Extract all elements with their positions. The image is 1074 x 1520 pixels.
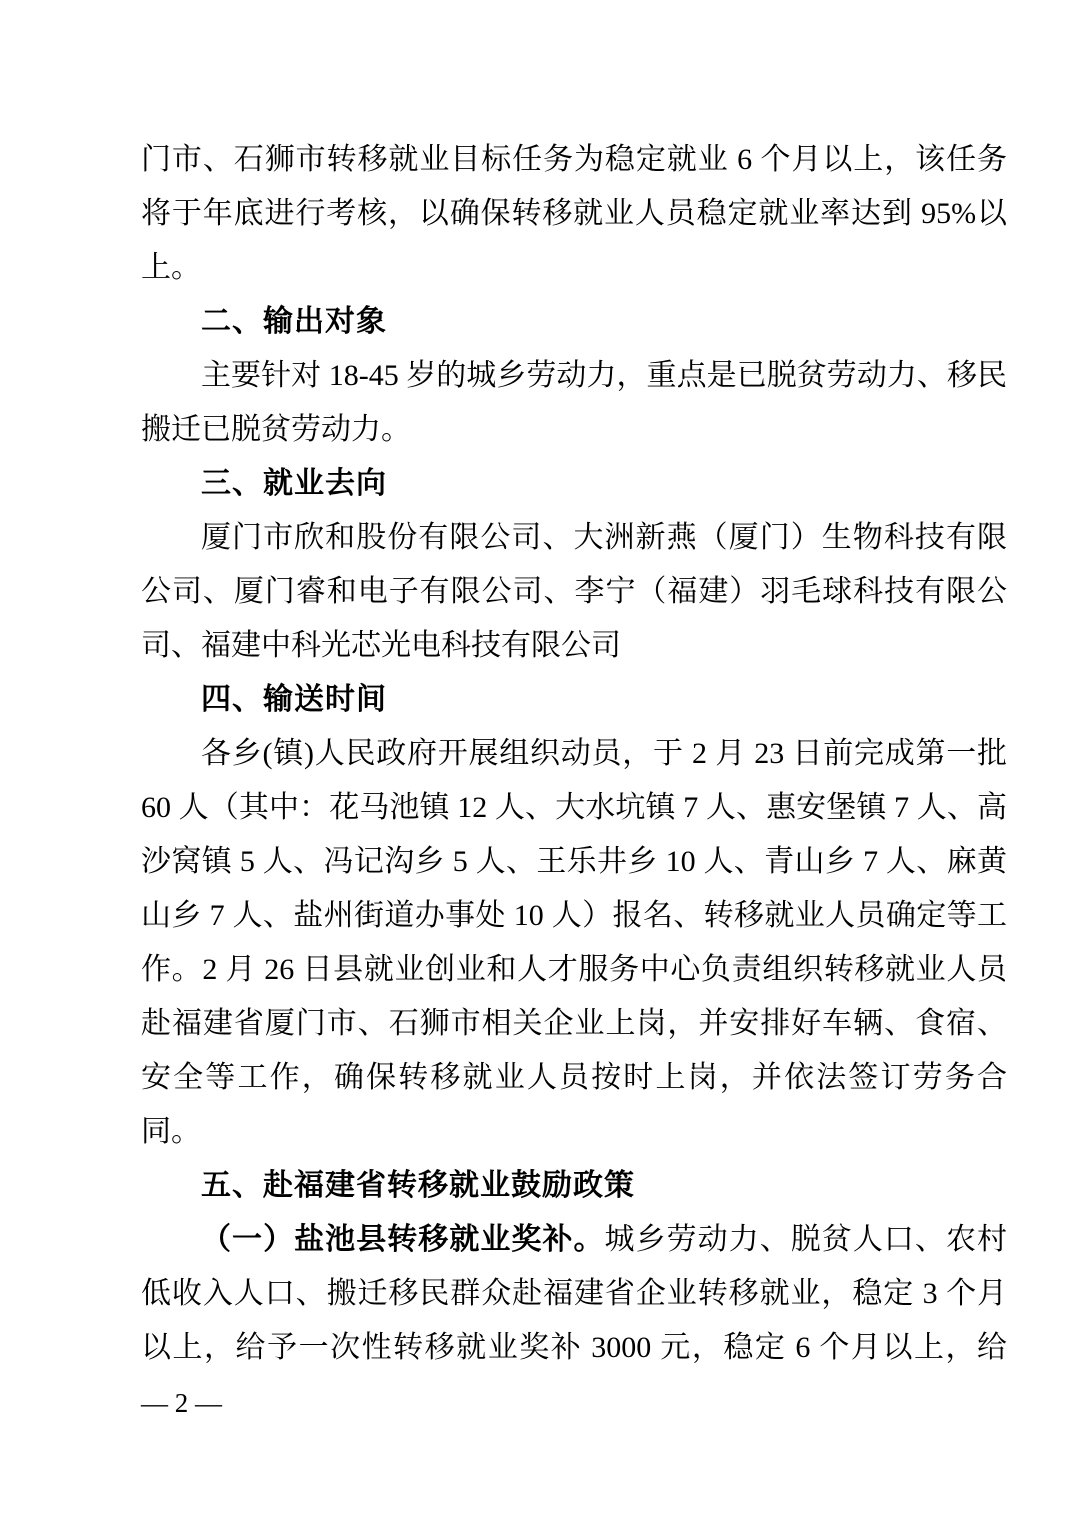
section-heading-transfer-time: 四、输送时间 bbox=[201, 683, 387, 716]
section-transfer-time-paragraph: 各乡(镇)人民政府开展组织动员，于 2 月 23 日前完成第一批 60 人（其中：花马池镇 12 人、大水坑镇 7 人、惠安堡镇 7 人、高沙窝镇 5 人、冯记沟乡 5 人、王乐井乡 10 人、青山乡 7 人、麻黄山乡 7 人、盐州街道办事处 10 人）报名、转移就业人员确定等工作。2 月 26 日县就业创业和人才服务中心负责组织转移就业人员赴福建省厦门市、石狮市相关企业上岗，并安排好车辆、食宿、安全等工作，确保转移就业人员按时上岗，并依法签订劳务合同。 bbox=[141, 737, 1007, 1148]
section-output-targets-paragraph: 主要针对 18-45 岁的城乡劳动力，重点是已脱贫劳动力、移民搬迁已脱贫劳动力。 bbox=[141, 359, 1007, 446]
section-employment-destination-paragraph: 厦门市欣和股份有限公司、大洲新燕（厦门）生物科技有限公司、厦门睿和电子有限公司、李宁（福建）羽毛球科技有限公司、福建中科光芯光电科技有限公司 bbox=[141, 521, 1007, 662]
section-heading-incentive-policy: 五、赴福建省转移就业鼓励政策 bbox=[201, 1169, 635, 1202]
document-body bbox=[141, 133, 1007, 1375]
page-number: — 2 — bbox=[141, 1388, 222, 1418]
continuation-paragraph: 门市、石狮市转移就业目标任务为稳定就业 6 个月以上，该任务将于年底进行考核，以确保转移就业人员稳定就业率达到 95%以上。 bbox=[141, 143, 1007, 284]
section-incentive-policy-paragraph bbox=[141, 1213, 1007, 1375]
page-footer bbox=[141, 1386, 222, 1420]
incentive-item-text: 城乡劳动力、脱贫人口、农村低收入人口、搬迁移民群众赴福建省企业转移就业，稳定 3 个月以上，给予一次性转移就业奖补 3000 元，稳定 6 个月以上，给 bbox=[141, 1223, 1008, 1364]
section-heading-employment-destination: 三、就业去向 bbox=[201, 467, 387, 500]
incentive-item-lead: （一）盐池县转移就业奖补。 bbox=[201, 1223, 605, 1256]
section-heading-output-targets: 二、输出对象 bbox=[201, 305, 387, 338]
